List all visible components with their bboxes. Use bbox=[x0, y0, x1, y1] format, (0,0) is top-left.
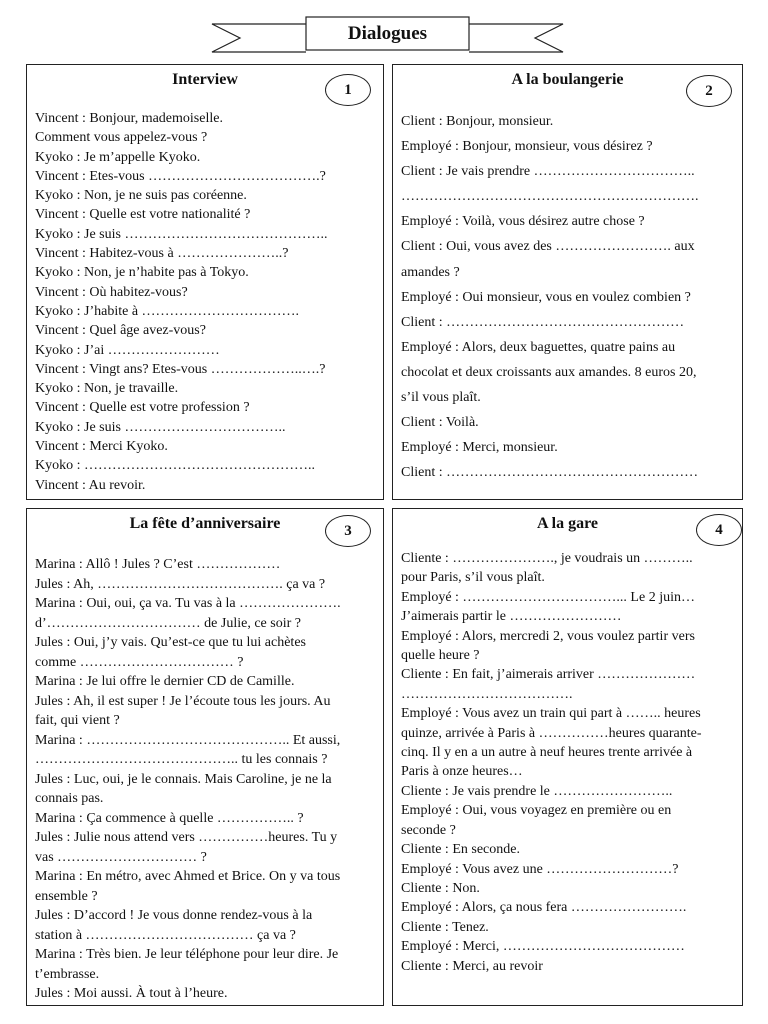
dialogue-line: fait, qui vient ? bbox=[35, 713, 120, 728]
dialogue-line: Vincent : Bonjour, mademoiselle. bbox=[35, 111, 223, 126]
dialogue-line: Vincent : Etes-vous ……………………………….? bbox=[35, 168, 326, 184]
dialogue-line: Client : Je vais prendre …………………………….. bbox=[401, 164, 695, 180]
dialogue-line: Marina : …………………………………….. Et aussi, bbox=[35, 732, 341, 748]
dialogue-line: Vincent : Au revoir. bbox=[35, 477, 146, 493]
dialogue-line: Vincent : Quel âge avez-vous? bbox=[35, 323, 206, 339]
dialogue-line: station à ……………………………… ça va ? bbox=[35, 927, 296, 943]
dialogue-line: Marina : Très bien. Je leur téléphone pour leur dire. Je bbox=[35, 947, 339, 962]
dialogue-line: Vincent : Où habitez-vous? bbox=[35, 284, 188, 300]
dialogue-line: Employé : Vous avez une ………………………? bbox=[401, 861, 679, 877]
dialogue-line: Client : Oui, vous avez des ……………………. aux bbox=[401, 239, 695, 255]
dialogue-line: chocolat et deux croissants aux amandes. 8 euros 20, bbox=[401, 364, 697, 380]
dialogue-line: Cliente : Tenez. bbox=[401, 919, 489, 935]
dialogue-gare bbox=[392, 508, 743, 1006]
dialogue-line: ………………………………………………………. bbox=[401, 189, 699, 205]
dialogue-line: Employé : Merci, monsieur. bbox=[401, 440, 558, 456]
dialogue-line: s’il vous plaît. bbox=[401, 390, 481, 406]
dialogue-line: Cliente : En fait, j’aimerais arriver ………………… bbox=[401, 667, 696, 683]
section-number: 2 bbox=[686, 75, 732, 107]
section-number: 3 bbox=[325, 515, 371, 547]
dialogue-line: Employé : Vous avez un train qui part à …….. heures bbox=[401, 706, 701, 722]
section-title: A la boulangerie bbox=[511, 71, 624, 88]
dialogue-line: Jules : Luc, oui, je le connais. Mais Caroline, je ne la bbox=[35, 771, 332, 787]
dialogue-line: Comment vous appelez-vous ? bbox=[35, 130, 208, 146]
dialogue-line: Marina : Allô ! Jules ? C’est ……………… bbox=[35, 557, 281, 572]
dialogue-line: Vincent : Habitez-vous à …………………..? bbox=[35, 246, 289, 262]
dialogue-line: Kyoko : Non, je ne suis pas coréenne. bbox=[35, 188, 247, 204]
dialogue-line: Employé : Alors, ça nous fera ……………………. bbox=[401, 900, 687, 916]
dialogue-line: amandes ? bbox=[401, 264, 460, 280]
dialogue-line: Vincent : Vingt ans? Etes-vous ………………..….? bbox=[35, 361, 326, 377]
dialogue-line: d’…………………………… de Julie, ce soir ? bbox=[35, 615, 301, 631]
dialogue-line: Client : Bonjour, monsieur. bbox=[401, 114, 554, 129]
dialogue-line: ………………………………. bbox=[401, 686, 573, 702]
dialogue-line: Employé : Voilà, vous désirez autre chose ? bbox=[401, 214, 645, 230]
section-title: A la gare bbox=[536, 515, 599, 532]
dialogue-line: connais pas. bbox=[35, 791, 104, 806]
dialogue-line: Marina : En métro, avec Ahmed et Brice. On y va tous bbox=[35, 869, 341, 884]
dialogue-line: Vincent : Quelle est votre profession ? bbox=[35, 400, 250, 416]
section-title: Interview bbox=[172, 71, 238, 88]
dialogue-line: ensemble ? bbox=[35, 888, 98, 904]
dialogue-line: quinze, arrivée à Paris à ……………heures quarante- bbox=[401, 725, 702, 741]
dialogue-line: Jules : D’accord ! Je vous donne rendez-vous à la bbox=[35, 908, 313, 923]
dialogue-lines bbox=[35, 555, 377, 1004]
dialogue-line: Employé : Oui, vous voyagez en première ou en bbox=[401, 803, 672, 819]
dialogue-line: Client : …………………………………………… bbox=[401, 314, 685, 330]
dialogue-line: Kyoko : ………………………………………….. bbox=[35, 458, 315, 474]
section-number: 1 bbox=[325, 74, 371, 106]
section-number: 4 bbox=[696, 514, 742, 546]
dialogue-line: Jules : Ah, il est super ! Je l’écoute tous les jours. Au bbox=[35, 693, 331, 709]
dialogue-line: seconde ? bbox=[401, 822, 456, 838]
dialogue-line: Employé : Bonjour, monsieur, vous désirez ? bbox=[401, 139, 653, 155]
dialogue-line: Kyoko : Je m’appelle Kyoko. bbox=[35, 149, 201, 165]
dialogue-line: Kyoko : Non, je n’habite pas à Tokyo. bbox=[35, 265, 249, 281]
dialogue-line: Kyoko : J’ai …………………… bbox=[35, 342, 220, 358]
dialogue-line: Marina : Je lui offre le dernier CD de Camille. bbox=[35, 674, 295, 689]
dialogue-line: Jules : Julie nous attend vers ……………heures. Tu y bbox=[35, 830, 338, 845]
dialogue-lines bbox=[401, 109, 736, 485]
dialogue-line: Cliente : Je vais prendre le …………………….. bbox=[401, 783, 673, 799]
section-title: La fête d’anniversaire bbox=[129, 515, 281, 532]
dialogue-lines bbox=[401, 549, 736, 976]
dialogue-line: Employé : Alors, deux baguettes, quatre pains au bbox=[401, 339, 676, 355]
page-title: Dialogues bbox=[347, 23, 428, 44]
dialogue-line: Vincent : Quelle est votre nationalité ? bbox=[35, 207, 251, 223]
dialogue-line: Marina : Ça commence à quelle …………….. ? bbox=[35, 810, 304, 826]
dialogue-line: Client : Voilà. bbox=[401, 415, 479, 431]
dialogue-line: Cliente : Non. bbox=[401, 880, 480, 896]
dialogue-line: vas ………………………… ? bbox=[35, 849, 207, 865]
dialogue-line: Kyoko : Je suis …………………………….. bbox=[35, 419, 286, 435]
dialogue-line: Employé : Alors, mercredi 2, vous voulez partir vers bbox=[401, 628, 695, 644]
dialogue-lines bbox=[35, 109, 377, 495]
dialogue-line: Kyoko : Non, je travaille. bbox=[35, 381, 179, 397]
dialogue-line: Employé : Oui monsieur, vous en voulez combien ? bbox=[401, 289, 691, 305]
dialogue-line: Jules : Ah, …………………………………. ça va ? bbox=[35, 576, 326, 592]
dialogue-line: cinq. Il y en a un autre à neuf heures trente arrivée à bbox=[401, 745, 693, 761]
dialogue-line: Client : ……………………………………………… bbox=[401, 465, 699, 481]
dialogue-line: J’aimerais partir le …………………… bbox=[401, 609, 622, 625]
dialogue-line: Vincent : Merci Kyoko. bbox=[35, 439, 168, 455]
dialogue-interview bbox=[26, 64, 384, 500]
dialogue-line: Kyoko : Je suis …………………………………….. bbox=[35, 226, 328, 242]
dialogue-line: Cliente : En seconde. bbox=[401, 842, 520, 858]
dialogue-line: Jules : Moi aussi. À tout à l’heure. bbox=[35, 986, 228, 1001]
dialogue-line: Cliente : …………………., je voudrais un ……….. bbox=[401, 551, 693, 566]
dialogue-fete-anniversaire bbox=[26, 508, 384, 1006]
dialogue-line: …………………………………….. tu les connais ? bbox=[35, 752, 328, 767]
dialogue-line: Marina : Oui, oui, ça va. Tu vas à la …………………. bbox=[35, 596, 341, 611]
dialogue-line: Jules : Oui, j’y vais. Qu’est-ce que tu lui achètes bbox=[35, 635, 306, 650]
dialogue-line: pour Paris, s’il vous plaît. bbox=[401, 570, 545, 586]
dialogue-line: Kyoko : J’habite à ……………………………. bbox=[35, 303, 300, 319]
dialogue-line: Paris à onze heures… bbox=[401, 764, 523, 780]
dialogue-line: Employé : ……………………………... Le 2 juin… bbox=[401, 589, 695, 605]
dialogue-line: comme …………………………… ? bbox=[35, 654, 244, 670]
title-banner bbox=[210, 14, 565, 56]
dialogue-line: Employé : Merci, ………………………………… bbox=[401, 939, 685, 955]
dialogue-line: t’embrasse. bbox=[35, 966, 100, 982]
dialogue-boulangerie bbox=[392, 64, 743, 500]
dialogue-line: quelle heure ? bbox=[401, 648, 480, 664]
dialogue-line: Cliente : Merci, au revoir bbox=[401, 958, 543, 974]
